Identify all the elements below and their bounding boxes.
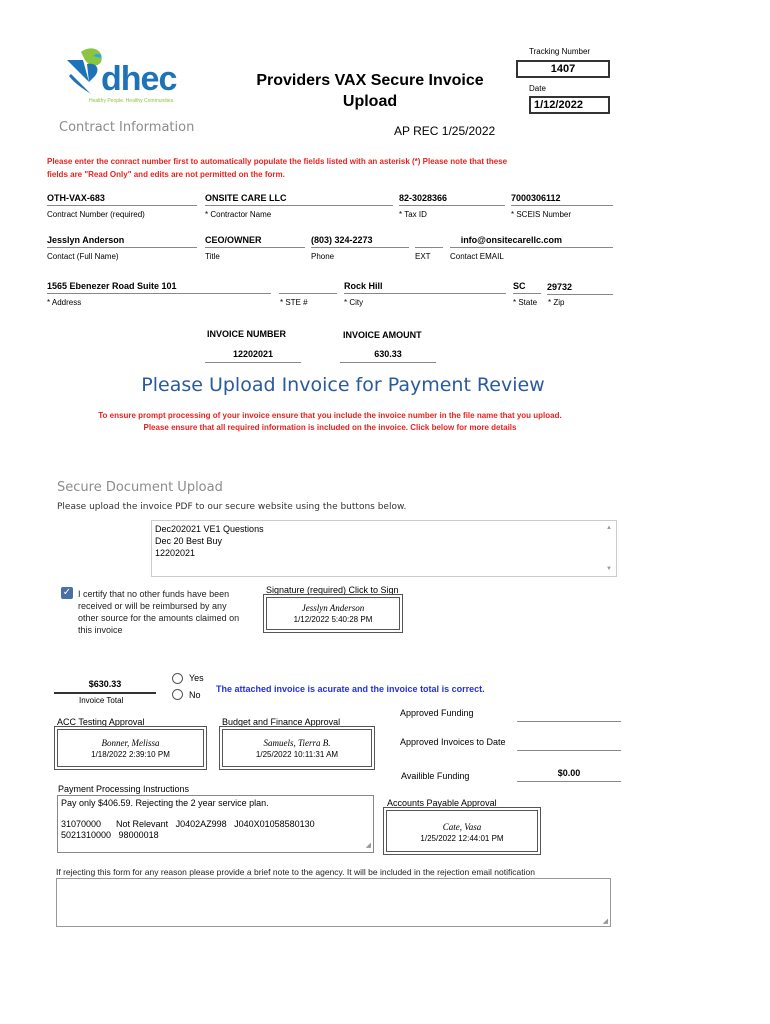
date-label: Date — [529, 84, 546, 93]
certify-text-line3: other source for the amounts claimed on — [78, 613, 240, 623]
certify-text — [78, 588, 239, 636]
page-subtitle: AP REC 1/25/2022 — [394, 124, 496, 138]
upload-notice-line2: Please ensure that all required information is included on the invoice. Click below for more details — [143, 423, 517, 432]
available-funding-value: $0.00 — [557, 768, 581, 778]
page-title-line2: Upload — [342, 93, 398, 110]
title-label: Title — [205, 252, 220, 261]
tracking-label: Tracking Number — [529, 47, 591, 56]
scroll-up-icon[interactable]: ▲ — [606, 525, 612, 531]
contact-name-field[interactable]: Jesslyn Anderson — [47, 235, 197, 248]
resize-handle-icon[interactable]: ◢ — [602, 918, 608, 925]
invoice-amount-value: 630.33 — [374, 349, 402, 359]
certify-text-line4: this invoice — [78, 625, 123, 635]
no-radio-label: No — [189, 690, 201, 700]
certify-checkbox[interactable] — [61, 587, 73, 599]
accounts-payable-signature-date: 1/25/2022 12:44:01 PM — [420, 834, 504, 843]
budget-signature-date: 1/25/2022 10:11:31 AM — [255, 750, 339, 759]
approved-invoices-field[interactable] — [517, 738, 621, 751]
accounts-payable-signature-name: Cate, Vasa — [442, 822, 482, 832]
budget-signature-box[interactable] — [222, 729, 372, 767]
tracking-number-field[interactable] — [516, 60, 610, 78]
approved-funding-field[interactable] — [517, 709, 621, 722]
payment-instructions-line2: 31070000 Not Relevant J0402AZ998 J040X01058580130 — [61, 819, 315, 829]
address-field[interactable]: 1565 Ebenezer Road Suite 101 — [47, 281, 271, 294]
contractor-signature-box[interactable] — [266, 597, 400, 630]
contract-notice-line1: Please enter the conract number first to automatically populate the fields listed with an asterisk (*) Please note that these — [47, 157, 508, 166]
invoice-number-label: INVOICE NUMBER — [207, 329, 287, 339]
contractor-signature-date: 1/12/2022 5:40:28 PM — [293, 615, 373, 624]
invoice-total-field[interactable] — [54, 671, 156, 694]
secure-upload-section-title: Secure Document Upload — [57, 480, 223, 495]
sceis-number-label: * SCEIS Number — [511, 210, 572, 219]
approved-invoices-label: Approved Invoices to Date — [400, 737, 506, 747]
date-value: 1/12/2022 — [534, 99, 583, 111]
page-title-line1: Providers VAX Secure Invoice — [256, 72, 484, 89]
acc-testing-approval-label: ACC Testing Approval — [57, 717, 145, 727]
contractor-signature-name: Jesslyn Anderson — [301, 603, 365, 613]
accounts-payable-signature-box[interactable] — [386, 810, 538, 852]
uploaded-files-list[interactable] — [151, 520, 617, 577]
page-title — [210, 70, 530, 112]
address-label: * Address — [47, 298, 82, 307]
acc-testing-signature-date: 1/18/2022 2:39:10 PM — [91, 750, 170, 759]
invoice-amount-field[interactable] — [340, 349, 436, 363]
ext-label: EXT — [415, 252, 431, 261]
scroll-down-icon[interactable]: ▼ — [606, 566, 612, 572]
ste-label: * STE # — [280, 298, 308, 307]
invoice-accuracy-statement: The attached invoice is acurate and the invoice total is correct. — [216, 684, 485, 694]
uploaded-file-item[interactable]: Dec 20 Best Buy — [155, 536, 223, 546]
tax-id-field[interactable]: 82-3028366 — [399, 193, 505, 206]
yes-radio-label: Yes — [189, 673, 204, 683]
available-funding-label: Availible Funding — [401, 771, 470, 781]
signature-label: Signature (required) Click to Sign — [266, 585, 399, 595]
resize-handle-icon[interactable]: ◢ — [365, 842, 371, 849]
logo-tagline: Healthy People. Healthy Communities. — [89, 98, 175, 104]
invoice-number-field[interactable] — [205, 349, 301, 363]
rejection-note-label: If rejecting this form for any reason please provide a brief note to the agency. It will be included in the rejection email notification — [56, 867, 535, 877]
title-field[interactable]: CEO/OWNER — [205, 235, 305, 248]
contract-notice — [47, 155, 507, 181]
dhec-logo — [61, 46, 197, 108]
logo-word: dhec — [101, 60, 177, 98]
ext-field[interactable] — [415, 235, 443, 248]
invoice-number-value: 12202021 — [232, 349, 274, 359]
checkmark-icon: ✓ — [62, 587, 72, 598]
payment-instructions-label: Payment Processing Instructions — [58, 784, 190, 794]
upload-notice — [0, 410, 660, 434]
invoice-total-label: Invoice Total — [79, 696, 124, 705]
payment-instructions-line1: Pay only $406.59. Rejecting the 2 year service plan. — [61, 798, 269, 808]
acc-testing-signature-box[interactable] — [57, 729, 204, 767]
contract-notice-line2: fields are "Read Only" and edits are not permitted on the form. — [47, 170, 285, 179]
tracking-number-value: 1407 — [550, 63, 576, 75]
state-label: * State — [513, 298, 538, 307]
contractor-name-field[interactable]: ONSITE CARE LLC — [205, 193, 393, 206]
tax-id-label: * Tax ID — [399, 210, 427, 219]
budget-signature-name: Samuels, Tierra B. — [263, 738, 331, 748]
yes-radio[interactable] — [172, 673, 183, 684]
payment-instructions-field[interactable] — [57, 795, 374, 853]
upload-heading: Please Upload Invoice for Payment Review — [141, 374, 545, 396]
contractor-name-label: * Contractor Name — [205, 210, 272, 219]
payment-instructions-line3: 5021310000 98000018 — [61, 830, 159, 840]
zip-field[interactable]: 29732 — [547, 282, 613, 295]
phone-label: Phone — [311, 252, 335, 261]
uploaded-file-item[interactable]: 12202021 — [155, 548, 196, 558]
phone-field[interactable]: (803) 324-2273 — [311, 235, 409, 248]
date-field[interactable] — [529, 96, 610, 114]
zip-label: * Zip — [548, 298, 565, 307]
available-funding-field[interactable] — [517, 768, 621, 782]
contract-number-label: Contract Number (required) — [47, 210, 145, 219]
city-label: * City — [344, 298, 364, 307]
contract-number-field[interactable]: OTH-VAX-683 — [47, 193, 197, 206]
approved-funding-label: Approved Funding — [400, 708, 474, 718]
contact-name-label: Contact (Full Name) — [47, 252, 119, 261]
certify-text-line2: received or will be reimbursed by any — [78, 601, 227, 611]
upload-instructions: Please upload the invoice PDF to our secure website using the buttons below. — [57, 502, 407, 512]
budget-approval-label: Budget and Finance Approval — [222, 717, 341, 727]
ste-field[interactable] — [279, 281, 337, 294]
acc-testing-signature-name: Bonner, Melissa — [101, 738, 160, 748]
certify-text-line1: I certify that no other funds have been — [78, 589, 230, 599]
contract-section-title: Contract Information — [59, 120, 195, 135]
no-radio[interactable] — [172, 689, 183, 700]
email-value: info@onsitecarellc.com — [460, 235, 562, 245]
upload-notice-line1: To ensure prompt processing of your invoice ensure that you include the invoice number in the file name that you upload. — [98, 411, 562, 420]
accounts-payable-approval-label: Accounts Payable Approval — [387, 798, 497, 808]
uploaded-file-item[interactable]: Dec202021 VE1 Questions — [155, 524, 264, 534]
city-field[interactable]: Rock Hill — [344, 281, 506, 294]
sceis-number-field[interactable]: 7000306112 — [511, 193, 613, 206]
invoice-total-value: $630.33 — [88, 679, 122, 689]
state-field[interactable]: SC — [513, 281, 541, 294]
email-label: Contact EMAIL — [450, 252, 504, 261]
email-field[interactable] — [450, 235, 613, 248]
rejection-note-field[interactable] — [56, 878, 611, 927]
invoice-amount-label: INVOICE AMOUNT — [343, 330, 422, 340]
